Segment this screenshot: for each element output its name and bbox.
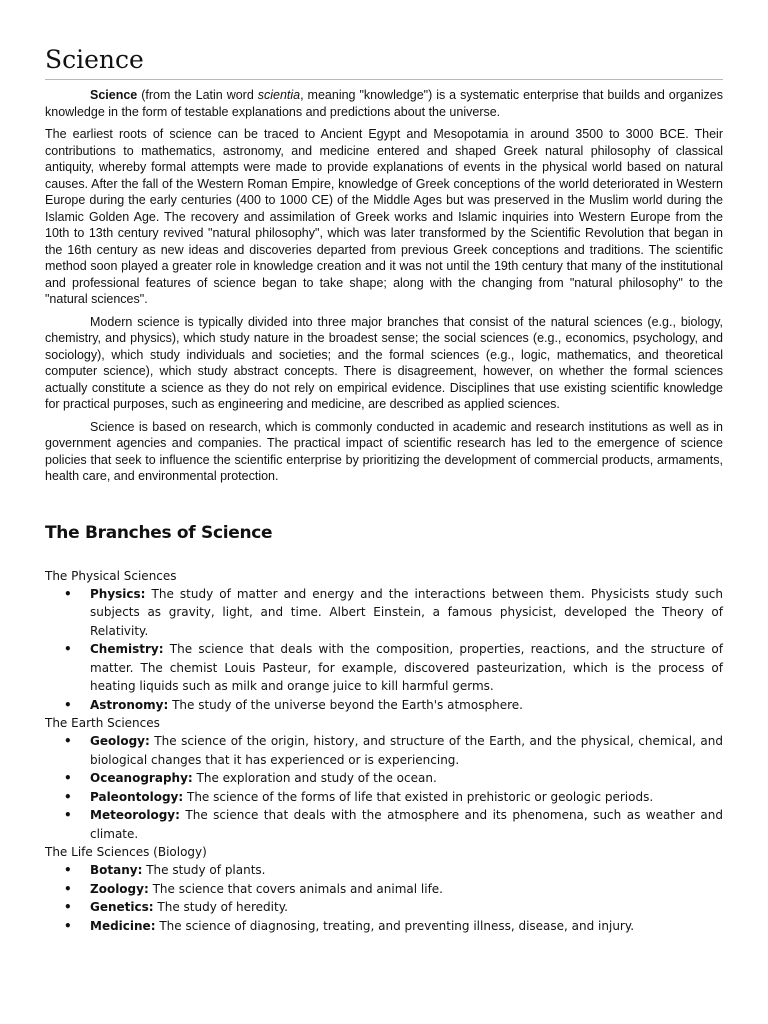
item-text: The science of the origin, history, and structure of the Earth, and the physical, chemical, and biological changes that it has experienced or is experiencing.: [90, 734, 723, 767]
item-term: Paleontology:: [90, 789, 184, 804]
history-paragraph: The earliest roots of science can be traced to Ancient Egypt and Mesopotamia in around 3500 to 3000 BCE. Their contributions to mathematics, astronomy, and medicine entered and shaped Greek natural philosophy of classical antiquity, whereby formal attempts were made to provide explanations of events in the physical world based on natural causes. After the fall of the Western Roman Empire, knowledge of Greek conceptions of the world deteriorated in Western Europe during the early centuries (400 to 1000 CE) of the Middle Ages but was preserved in the Muslim world during the Islamic Golden Age. The recovery and assimilation of Greek works and Islamic inquiries into Western Europe from the 10th to 13th century revived "natural philosophy", which was later transformed by the Scientific Revolution that began in the 16th century as new ideas and discoveries departed from previous Greek conceptions and traditions. The scientific method soon played a greater role in knowledge creation and it was not until the 19th century that many of the institutional and professional features of science began to take shape; along with the changing from "natural philosophy" to the "natural sciences".: [45, 127, 723, 307]
item-term: Oceanography:: [90, 771, 193, 786]
list-item: [45, 917, 723, 936]
item-text: The science that covers animals and animal life.: [148, 881, 443, 896]
item-text: The science of diagnosing, treating, and preventing illness, disease, and injury.: [155, 918, 635, 933]
item-term: Medicine:: [90, 918, 156, 933]
group-list: [45, 861, 723, 935]
item-text: The science of the forms of life that existed in prehistoric or geologic periods.: [183, 789, 654, 804]
item-term: Genetics:: [90, 900, 154, 915]
group-heading: The Physical Sciences: [45, 568, 177, 583]
list-item: [45, 732, 723, 769]
bullet-icon: •: [64, 586, 72, 601]
list-item: [45, 788, 723, 807]
bullet-icon: •: [64, 642, 72, 657]
group-list: [45, 585, 723, 715]
intro-text-part2: , meaning "knowledge") is a systematic enterprise that builds and organizes knowledge in the form of testable explanations and predictions about the universe.: [45, 88, 724, 119]
group-heading: The Earth Sciences: [45, 716, 160, 731]
item-text: The exploration and study of the ocean.: [192, 771, 437, 786]
intro-text-part1: (from the Latin word: [137, 88, 258, 103]
item-text: The science that deals with the atmosphere and its phenomena, such as weather and climate.: [90, 808, 723, 841]
list-item: [45, 696, 723, 715]
bullet-icon: •: [64, 918, 72, 933]
list-item: [45, 861, 723, 880]
item-term: Physics:: [90, 586, 146, 601]
list-item: [45, 640, 723, 696]
item-text: The study of the universe beyond the Earth's atmosphere.: [168, 697, 523, 712]
page-title: Science: [45, 44, 723, 80]
item-text: The science that deals with the composition, properties, reactions, and the structure of matter. The chemist Louis Pasteur, for example, discovered pasteurization, which is the process of heating liquids such as milk and orange juice to kill harmful germs.: [90, 642, 723, 694]
item-term: Botany:: [90, 863, 143, 878]
intro-paragraph: [45, 87, 723, 120]
bullet-icon: •: [64, 771, 72, 786]
bullet-icon: •: [64, 697, 72, 712]
branches-list: [45, 567, 723, 936]
list-item: [45, 585, 723, 641]
item-term: Zoology:: [90, 881, 149, 896]
bullet-icon: •: [64, 808, 72, 823]
item-text: The study of plants.: [142, 863, 266, 878]
bullet-icon: •: [64, 881, 72, 896]
bullet-icon: •: [64, 900, 72, 915]
bullet-icon: •: [64, 789, 72, 804]
item-term: Geology:: [90, 734, 150, 749]
list-item: [45, 880, 723, 899]
bullet-icon: •: [64, 734, 72, 749]
item-text: The study of matter and energy and the interactions between them. Physicists study such subjects as gravity, light, and time. Albert Einstein, a famous physicist, developed the Theory of Relativity.: [90, 586, 723, 638]
group-heading: The Life Sciences (Biology): [45, 845, 207, 860]
item-term: Astronomy:: [90, 697, 169, 712]
intro-term: Science: [90, 88, 138, 103]
bullet-icon: •: [64, 863, 72, 878]
research-paragraph: Science is based on research, which is commonly conducted in academic and research institutions as well as in government agencies and companies. The practical impact of scientific research has led to the emergence of science policies that seek to influence the scientific enterprise by prioritizing the development of commercial products, armaments, health care, and environmental protection.: [45, 419, 723, 484]
list-item: [45, 806, 723, 843]
branches-paragraph: Modern science is typically divided into three major branches that consist of the natural sciences (e.g., biology, chemistry, and physics), which study nature in the broadest sense; the social sciences (e.g., economics, psychology, and sociology), which study individuals and societies; and the formal sciences (e.g., logic, mathematics, and theoretical computer science), which study abstract concepts. There is disagreement, however, on whether the formal sciences actually constitute a science as they do not rely on empirical evidence. Disciplines that use existing scientific knowledge for practical purposes, such as engineering and medicine, are described as applied sciences.: [45, 314, 723, 412]
item-term: Chemistry:: [90, 642, 164, 657]
branches-heading: The Branches of Science: [45, 522, 273, 543]
group-list: [45, 732, 723, 843]
list-item: [45, 769, 723, 788]
list-item: [45, 898, 723, 917]
intro-latin-word: scientia: [257, 88, 301, 103]
item-term: Meteorology:: [90, 808, 180, 823]
item-text: The study of heredity.: [153, 900, 288, 915]
